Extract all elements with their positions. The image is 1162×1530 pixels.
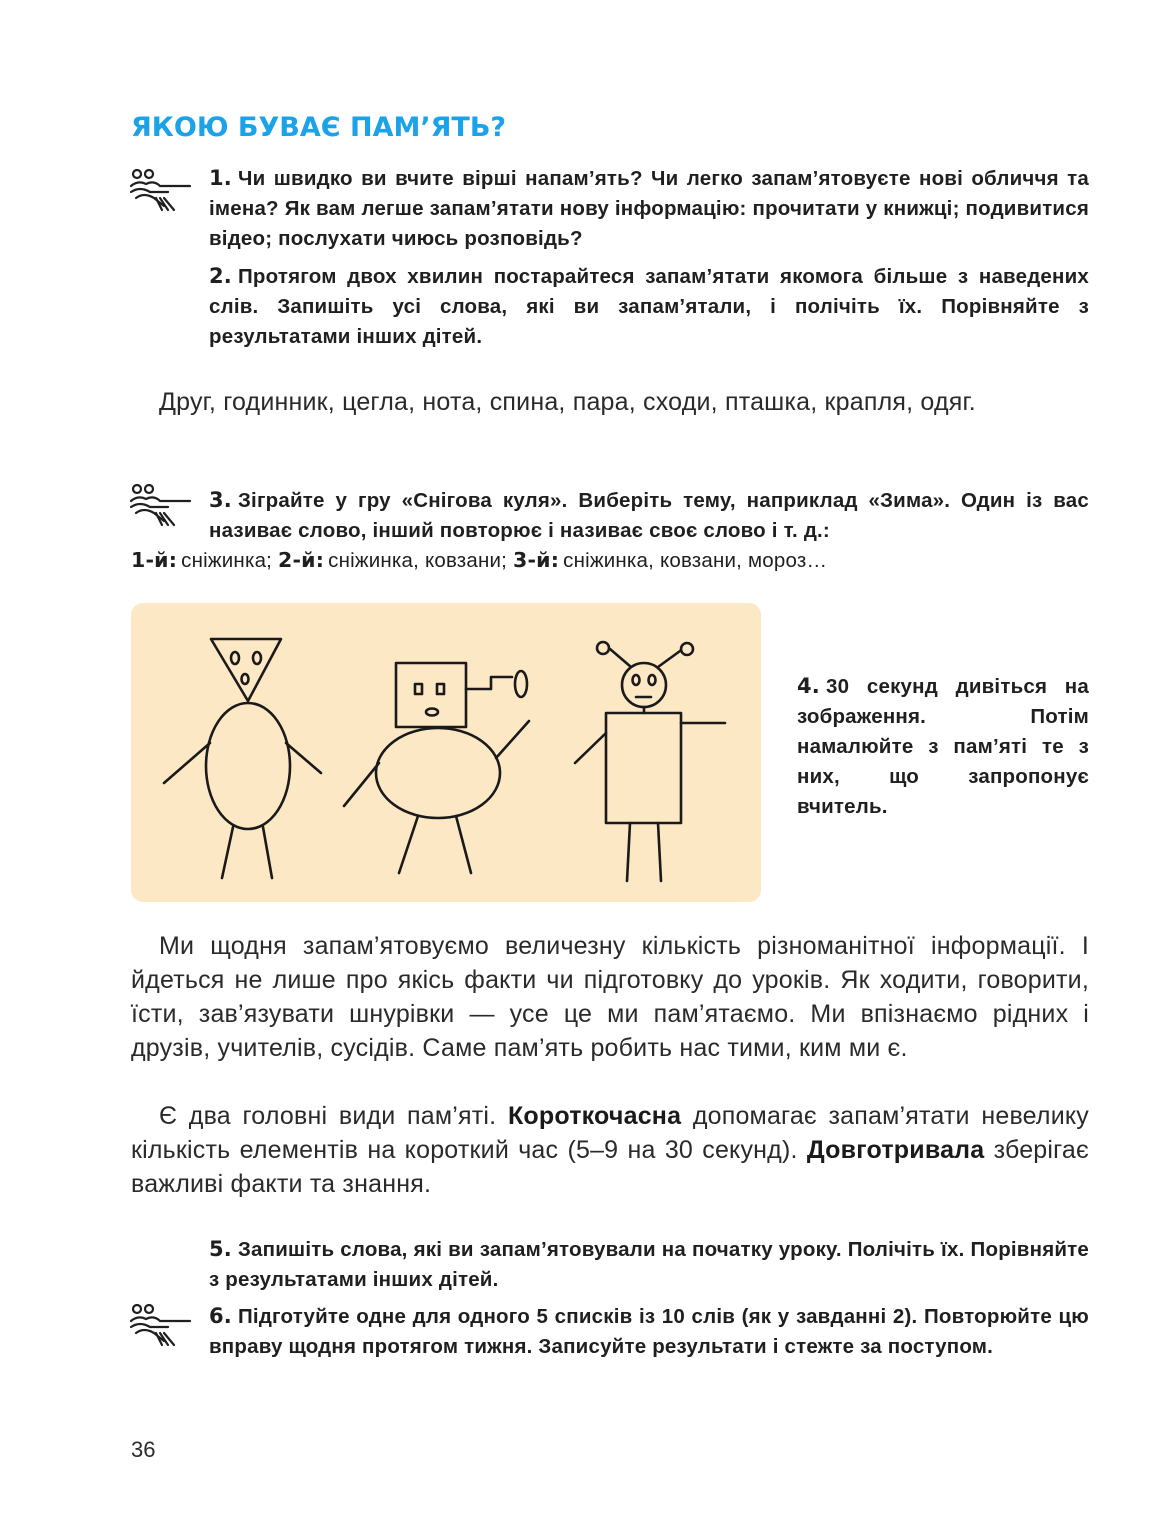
page-number: 36 (131, 1437, 156, 1462)
task-1 (209, 163, 1089, 254)
robot-figure (575, 642, 725, 881)
task-4-number: 4. (797, 674, 820, 698)
task-3-text: Зіграйте у гру «Снігова куля». Виберіть тему, наприклад «Зима». Один із вас називає слово, інший повторює і називає своє слово і т. д.: (209, 489, 1089, 542)
paragraph-2 (131, 1099, 1089, 1201)
task-5 (209, 1234, 1089, 1295)
player-1-text: сніжинка; (181, 549, 273, 572)
figures-drawing (131, 603, 761, 902)
task-4 (797, 671, 1089, 822)
task-2 (209, 261, 1089, 352)
long-term-term: Довготривала (806, 1136, 985, 1164)
triangle-figure (164, 639, 321, 878)
word-list (131, 385, 1089, 419)
paragraph-2-middle: допомагає запам’ятати невелику кількість елементів на короткий час (5–9 на 30 секунд). (131, 1102, 1089, 1164)
figures-illustration (131, 603, 761, 902)
task-5-text: Запишіть слова, які ви запам’ятовували на початку уроку. Полічіть їх. Порівняйте з результатами інших дітей. (209, 1238, 1089, 1291)
paragraph-2-end: зберігає важливі факти та знання. (131, 1136, 1089, 1198)
task-3-number: 3. (209, 488, 232, 512)
task-4-text: 30 секунд дивіться на зображення. Потім намалюйте з пам’яті те з них, що запропонує вчитель. (797, 675, 1089, 818)
square-figure (344, 663, 529, 873)
task-1-text: Чи швидко ви вчите вірші напам’ять? Чи легко запам’ятовуєте нові обличчя та імена? Як вам легше запам’ятати нову інформацію: прочитати у книжці; подивитися відео; послухати чиюсь розповідь? (209, 167, 1089, 250)
task-5-number: 5. (209, 1237, 232, 1261)
task-6 (209, 1301, 1089, 1362)
short-term-term: Короткочасна (507, 1102, 682, 1130)
player-2-label: 2-й: (277, 548, 325, 572)
pair-work-icon (128, 483, 192, 529)
task-2-number: 2. (209, 264, 232, 288)
player-2-text: сніжинка, ковзани; (328, 549, 508, 572)
paragraph-2-intro: Є два головні види пам’яті. (159, 1102, 508, 1130)
page-title: ЯКОЮ БУВАЄ ПАМ’ЯТЬ? (131, 112, 507, 143)
paragraph-1 (131, 929, 1089, 1065)
task-3-players (131, 545, 1089, 576)
pair-work-icon (128, 1303, 192, 1349)
pair-work-icon (128, 168, 192, 214)
word-list-text: Друг, годинник, цегла, нота, спина, пара, сходи, пташка, крапля, одяг. (159, 388, 976, 416)
task-3 (209, 485, 1089, 546)
player-3-label: 3-й: (512, 548, 560, 572)
task-2-text: Протягом двох хвилин постарайтеся запам’ятати якомога більше з наведених слів. Запишіть усі слова, які ви запам’ятали, і полічіть їх. Порівняйте з результатами інших дітей. (209, 265, 1089, 348)
task-1-number: 1. (209, 166, 232, 190)
player-3-text: сніжинка, ковзани, мороз… (563, 549, 828, 572)
paragraph-1-text: Ми щодня запам’ятовуємо величезну кількість різноманітної інформації. І йдеться не лише про якісь факти чи підготовку до уроків. Як ходити, говорити, їсти, зав’язувати шнурівки — усе це ми пам’ятаємо. Ми впізнаємо рідних і друзів, учителів, сусідів. Саме пам’ять робить нас тими, ким ми є. (131, 932, 1089, 1062)
task-6-number: 6. (209, 1304, 232, 1328)
player-1-label: 1-й: (131, 548, 178, 572)
task-6-text: Підготуйте одне для одного 5 списків із 10 слів (як у завданні 2). Повторюйте цю вправу щодня протягом тижня. Записуйте результати і стежте за поступом. (209, 1305, 1089, 1358)
